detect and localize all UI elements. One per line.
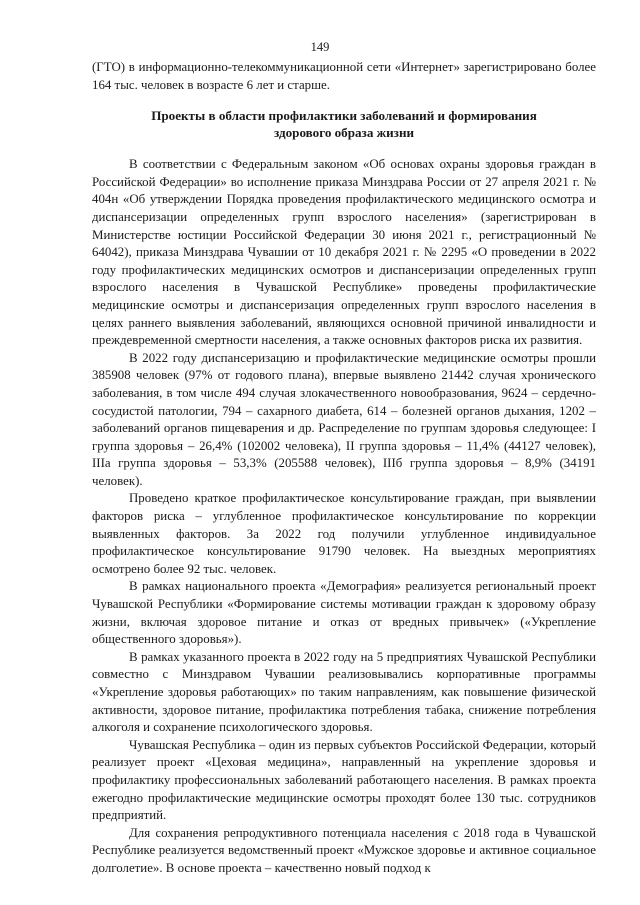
paragraph-1: В соответствии с Федеральным законом «Об основах охраны здоровья граждан в Российской Федерации» во исполнение приказа Минздрава России от 27 апреля 2021 г. № 404н «Об утверждении Порядка проведения профилактического медицинского осмотра и диспансеризации определенных групп взрослого населения» (зарегистрирован в Министерстве юстиции Российской Федерации 30 июня 2021 г., регистрационный № 64042), приказа Минздрава Чувашии от 10 декабря 2021 г. № 2295 «О проведении в 2022 году профилактических медицинских осмотров и диспансеризации определенных групп взрослого населения в Чувашской Республике» проведены профилактические медицинские осмотры и диспансеризация определенных групп взрослого населения в целях раннего выявления заболеваний, являющихся основной причиной инвалидности и преждевременной смертности населения, а также основных факторов риска их развития. <box>92 157 596 348</box>
page-content <box>92 59 596 878</box>
paragraph-4: В рамках национального проекта «Демография» реализуется региональный проект Чувашской Республики «Формирование системы мотивации граждан к здоровому образу жизни, включая здоровое питание и отказ от вредных привычек» («Укрепление общественного здоровья»). <box>92 579 596 647</box>
paragraph-7: Для сохранения репродуктивного потенциала населения с 2018 года в Чувашской Республике реализуется ведомственный проект «Мужское здоровье и активное социальное долголетие». В основе проекта – качественно новый подход к <box>92 825 596 875</box>
paragraph-6: Чувашская Республика – один из первых субъектов Российской Федерации, который реализует проект «Цеховая медицина», направленный на укрепление здоровья и профилактику профессиональных заболеваний работающего населения. В рамках проекта ежегодно профилактические медицинские осмотры проходят более 130 тыс. сотрудников предприятий. <box>92 737 596 823</box>
section-title: Проекты в области профилактики заболеваний и формирования здорового образа жизни <box>151 108 537 141</box>
paragraph-5: В рамках указанного проекта в 2022 году на 5 предприятиях Чувашской Республики совместно с Минздравом Чувашии реализовывались корпоративные программы «Укрепление здоровья работающих» по таким направлениям, как повышение физической активности, здоровое питание, профилактика потребления табака, снижение потребления алкоголя и сохранение психологического здоровья. <box>92 649 596 735</box>
paragraph-3: Проведено краткое профилактическое консультирование граждан, при выявлении факторов риска – углубленное профилактическое консультирование по коррекции выявленных факторов. За 2022 год получили углубленное индивидуальное профилактическое консультирование 91790 человек. На выездных мероприятиях осмотрено более 92 тыс. человек. <box>92 491 596 576</box>
intro-paragraph: (ГТО) в информационно-телекоммуникационной сети «Интернет» зарегистрировано более 164 тыс. человек в возрасте 6 лет и старше. <box>92 60 596 92</box>
page-number: 149 <box>310 40 330 54</box>
paragraph-2: В 2022 году диспансеризацию и профилактические медицинские осмотры прошли 385908 человек (97% от годового плана), впервые выявлено 21442 случая хронического заболевания, в том числе 494 случая злокачественного новообразования, 9624 – сердечно-сосудистой патологии, 794 – сахарного диабета, 614 – болезней органов дыхания, 1202 – заболеваний органов пищеварения и др. Распределение по группам здоровья следующее: I группа здоровья – 26,4% (102002 человека), II группа здоровья – 11,4% (44127 человек), IIIа группа здоровья – 53,3% (205588 человек), IIIб группа здоровья – 8,9% (34191 человек). <box>92 350 596 488</box>
